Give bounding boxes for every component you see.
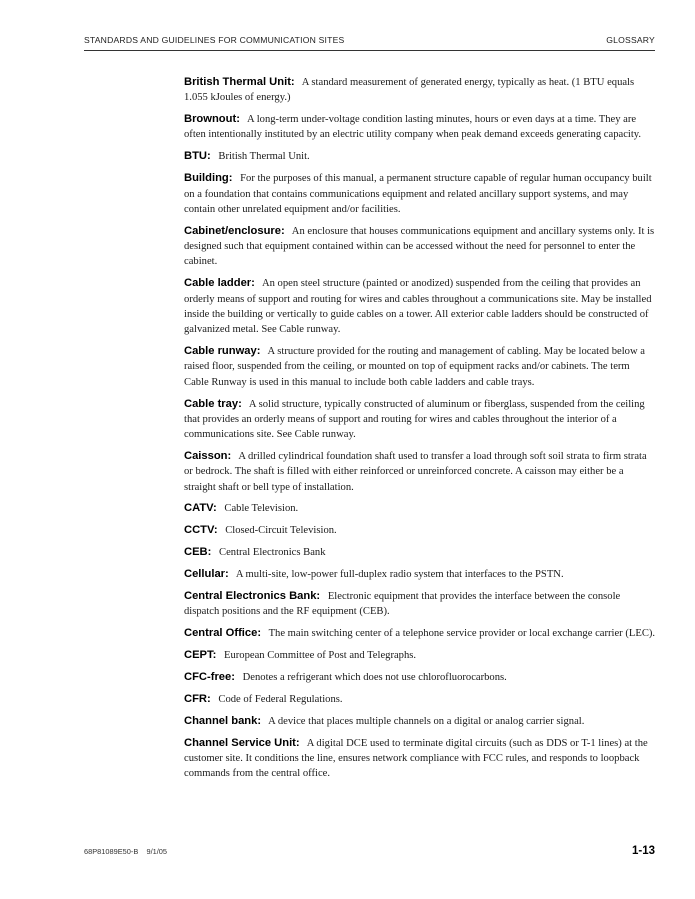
glossary-definition: A drilled cylindrical foundation shaft used to transfer a load through soft soil strata to firm strata or bedrock. The shaft is filled with either reinforced or unreinforced concrete. A caisson may either be a straight shaft or bell type of installation.	[184, 450, 647, 493]
glossary-definition: Denotes a refrigerant which does not use chlorofluorocarbons.	[242, 672, 507, 683]
glossary-entry	[184, 397, 656, 443]
glossary-term: BTU:	[184, 150, 211, 163]
glossary-term: Channel bank:	[184, 714, 262, 727]
glossary-definition: A digital DCE used to terminate digital circuits (such as DDS or T-1 lines) at the customer site. It conditions the line, ensures network compliance with FCC rules, and responds to loopback commands from the central office.	[184, 737, 648, 780]
running-header	[84, 35, 655, 49]
glossary-definition: An enclosure that houses communications equipment and ancillary systems only. It is designed such that equipment contained within can be accessed without the need for personnel to enter the cabinet.	[184, 225, 655, 268]
glossary-entries	[184, 75, 656, 788]
glossary-entry	[184, 714, 656, 729]
glossary-term: Building:	[184, 172, 233, 185]
glossary-term: Cellular:	[184, 568, 229, 581]
glossary-definition: A long-term under-voltage condition lasting minutes, hours or even days at a time. They are often intentionally instituted by an electric utility company when peak demand exceeds generating capacity.	[184, 114, 642, 141]
page-footer	[84, 845, 655, 861]
glossary-term: Brownout:	[184, 113, 240, 126]
glossary-term: CEB:	[184, 546, 212, 559]
glossary-entry	[184, 171, 656, 217]
glossary-definition: A standard measurement of generated energy, typically as heat. (1 BTU equals 1.055 kJoules of energy.)	[184, 77, 635, 104]
glossary-term: CATV:	[184, 502, 217, 515]
document-id: 68P81089E50-B 9/1/05	[84, 847, 168, 856]
glossary-term: Central Electronics Bank:	[184, 590, 321, 603]
header-title: STANDARDS AND GUIDELINES FOR COMMUNICATION SITES	[84, 35, 345, 45]
glossary-entry	[184, 501, 656, 516]
glossary-definition: Closed-Circuit Television.	[225, 525, 337, 537]
glossary-entry	[184, 224, 656, 270]
header-section: GLOSSARY	[606, 35, 655, 45]
glossary-entry	[184, 567, 656, 582]
glossary-definition: The main switching center of a telephone service provider or local exchange carrier (LEC).	[268, 628, 656, 640]
glossary-entry	[184, 523, 656, 538]
glossary-entry	[184, 692, 656, 707]
glossary-definition: Cable Television.	[224, 503, 299, 515]
glossary-term: British Thermal Unit:	[184, 76, 295, 88]
glossary-entry	[184, 112, 656, 143]
glossary-entry	[184, 276, 656, 337]
glossary-definition: British Thermal Unit.	[218, 151, 310, 163]
glossary-definition: Electronic equipment that provides the interface between the console dispatch positions and the RF equipment (CEB).	[184, 591, 621, 618]
glossary-term: Cabinet/enclosure:	[184, 224, 285, 237]
glossary-entry	[184, 449, 656, 495]
glossary-definition: A multi-site, low-power full-duplex radio system that interfaces to the PSTN.	[235, 569, 564, 581]
glossary-definition: A solid structure, typically constructed of aluminum or fiberglass, suspended from the ceiling that provides an orderly means of support and routing for wires and cables throughout the interior of a communications site. See Cable runway.	[184, 398, 645, 441]
glossary-definition: For the purposes of this manual, a permanent structure capable of regular human occupancy built on a foundation that contains communications equipment and related ancillary support systems, and may contain other unrelated equipment and/or facilities.	[184, 173, 652, 215]
glossary-term: Cable tray:	[184, 397, 242, 410]
glossary-entry	[184, 344, 656, 390]
glossary-definition: An open steel structure (painted or anodized) suspended from the ceiling that provides an orderly means of support and routing for wires and cables throughout a communications site. May be installed inside the building or vertically to guide cables on a tower. All exterior cable ladders should be constructed of galvanized metal. See Cable runway.	[184, 278, 652, 336]
glossary-term: Central Office:	[184, 627, 262, 640]
glossary-entry	[184, 149, 656, 164]
glossary-entry	[184, 75, 656, 106]
glossary-definition: European Committee of Post and Telegraphs.	[223, 650, 417, 662]
glossary-term: Cable ladder:	[184, 277, 255, 290]
glossary-definition: A device that places multiple channels on a digital or analog carrier signal.	[268, 715, 585, 727]
glossary-entry	[184, 736, 656, 782]
glossary-entry	[184, 670, 656, 685]
header-divider	[84, 50, 655, 51]
glossary-term: Caisson:	[184, 449, 232, 462]
glossary-term: CEPT:	[184, 649, 217, 662]
glossary-entry	[184, 648, 656, 663]
glossary-definition: Code of Federal Regulations.	[218, 693, 343, 705]
glossary-term: Channel Service Unit:	[184, 736, 300, 749]
glossary-definition: A structure provided for the routing and management of cabling. May be located below a raised floor, suspended from the ceiling, or mounted on top of equipment racks and/or cabinets. The term Cable Runway is used in this manual to include both cable ladders and cable trays.	[184, 346, 645, 388]
glossary-term: CFC-free:	[184, 671, 235, 683]
page-number: 1-13	[631, 845, 655, 857]
glossary-entry	[184, 589, 656, 620]
glossary-definition: Central Electronics Bank	[219, 547, 326, 559]
glossary-term: CCTV:	[184, 524, 218, 537]
glossary-term: CFR:	[184, 692, 211, 705]
glossary-entry	[184, 626, 656, 641]
glossary-entry	[184, 545, 656, 560]
glossary-term: Cable runway:	[184, 345, 261, 358]
